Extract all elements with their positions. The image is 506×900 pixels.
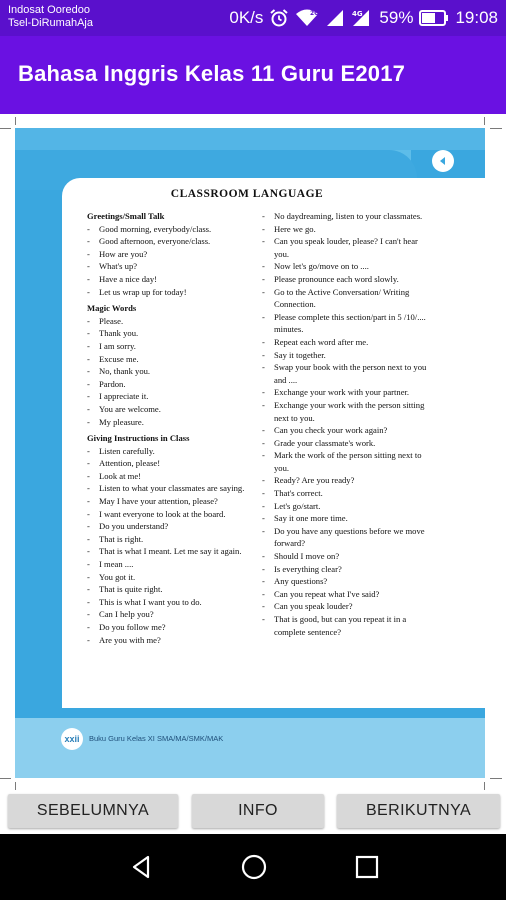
list-item: - Do you follow me? (87, 621, 259, 634)
crop-mark (15, 117, 16, 125)
wifi-icon (295, 8, 319, 28)
page-nav-button[interactable] (432, 150, 454, 172)
battery-percent: 59% (379, 8, 414, 27)
list-item: - Should I move on? (262, 550, 432, 563)
list-item: - Listen carefully. (87, 445, 259, 458)
button-row (0, 794, 506, 834)
recents-icon[interactable] (355, 854, 379, 885)
list-item: - I am sorry. (87, 340, 259, 353)
list-item: - That is what I meant. Let me say it again. (87, 545, 259, 558)
right-column (262, 210, 432, 638)
list-item: - I want everyone to look at the board. (87, 508, 259, 521)
list-item: - You are welcome. (87, 403, 259, 416)
list-item: - What's up? (87, 260, 259, 273)
crop-mark (490, 128, 502, 129)
page-footer-band (15, 714, 485, 778)
status-icons (229, 6, 498, 30)
network-speed: 0K/s (229, 8, 264, 27)
arrow-left-icon (436, 154, 450, 168)
crop-mark (0, 778, 11, 779)
list-item: - Have a nice day! (87, 273, 259, 286)
list-item: - Please pronounce each word slowly. (262, 273, 432, 286)
list-item: - May I have your attention, please? (87, 495, 259, 508)
list-item: - No daydreaming, listen to your classmates. (262, 210, 432, 223)
svg-text:2G: 2G (310, 10, 320, 17)
crop-mark (0, 128, 11, 129)
list-item: - Ready? Are you ready? (262, 474, 432, 487)
app-bar (0, 36, 506, 114)
list-item: - Let us wrap up for today! (87, 286, 259, 299)
list-item: - Is everything clear? (262, 563, 432, 576)
list-item: - Say it one more time. (262, 512, 432, 525)
page-footer-line (15, 714, 485, 718)
list-item: - Pardon. (87, 378, 259, 391)
info-button[interactable]: INFO (192, 794, 324, 828)
list-item: - That is good, but can you repeat it in a complete sentence? (262, 613, 432, 638)
list-item: - No, thank you. (87, 365, 259, 378)
list-item: - Do you understand? (87, 520, 259, 533)
list-item: - Can you speak louder, please? I can't hear you. (262, 235, 432, 260)
page-content (62, 178, 485, 708)
app-title: Bahasa Inggris Kelas 11 Guru E2017 (18, 61, 406, 86)
list-item: - Grade your classmate's work. (262, 437, 432, 450)
section-heading: Greetings/Small Talk (87, 211, 165, 221)
list-item: - Thank you. (87, 327, 259, 340)
list-item: - Listen to what your classmates are saying. (87, 482, 259, 495)
list-item: - I appreciate it. (87, 390, 259, 403)
left-column (87, 210, 259, 646)
list-item: - Mark the work of the person sitting next to you. (262, 449, 432, 474)
signal-4g-icon (351, 8, 373, 28)
list-item: - Say it together. (262, 349, 432, 362)
list-item: - Repeat each word after me. (262, 336, 432, 349)
list-item: - That is right. (87, 533, 259, 546)
list-item: - Can you repeat what I've said? (262, 588, 432, 601)
clock-time: 19:08 (455, 8, 498, 27)
list-item: - Excuse me. (87, 353, 259, 366)
list-item: - Look at me! (87, 470, 259, 483)
list-item: - Any questions? (262, 575, 432, 588)
system-nav-bar (0, 834, 506, 900)
list-item: - You got it. (87, 571, 259, 584)
list-item: - Attention, please! (87, 457, 259, 470)
list-item: - Can you speak louder? (262, 600, 432, 613)
page-number-badge: xxii (61, 728, 83, 750)
list-item: - Do you have any questions before we move forward? (262, 525, 432, 550)
list-item: - Can you check your work again? (262, 424, 432, 437)
section-heading: Magic Words (87, 303, 137, 314)
svg-text:4G: 4G (352, 10, 364, 18)
page-header-band (15, 128, 485, 150)
crop-mark (484, 117, 485, 125)
home-icon[interactable] (240, 854, 268, 885)
list-item: - This is what I want you to do. (87, 596, 259, 609)
previous-button[interactable]: SEBELUMNYA (8, 794, 178, 828)
list-item: - That's correct. (262, 487, 432, 500)
crop-mark (484, 782, 485, 790)
alarm-icon (269, 8, 289, 28)
page-title: CLASSROOM LANGUAGE (170, 188, 324, 200)
next-button[interactable]: BERIKUTNYA (337, 794, 500, 828)
book-footer-text: Buku Guru Kelas XI SMA/MA/SMK/MAK (89, 734, 224, 743)
crop-mark (490, 778, 502, 779)
list-item: - Are you with me? (87, 634, 259, 647)
crop-mark (15, 782, 16, 790)
list-item: - Go to the Active Conversation/ Writing Connection. (262, 286, 432, 311)
battery-icon (419, 10, 449, 26)
list-item: - I mean .... (87, 558, 259, 571)
list-item: - Let's go/start. (262, 500, 432, 513)
list-item: - My pleasure. (87, 416, 259, 429)
signal-2g-icon (325, 8, 345, 28)
carrier-name-2: Tsel-DiRumahAja (8, 17, 93, 29)
back-icon[interactable] (128, 854, 154, 885)
list-item: - Exchange your work with the person sitting next to you. (262, 399, 432, 424)
carrier-name-1: Indosat Ooredoo (8, 4, 90, 16)
list-item: - Here we go. (262, 223, 432, 236)
list-item: - That is quite right. (87, 583, 259, 596)
list-item: - Swap your book with the person next to you and .... (262, 361, 432, 386)
list-item: - Can I help you? (87, 608, 259, 621)
status-bar (0, 0, 506, 36)
list-item: - Exchange your work with your partner. (262, 386, 432, 399)
section-heading: Giving Instructions in Class (87, 433, 190, 444)
list-item: - Good afternoon, everyone/class. (87, 235, 259, 248)
list-item: - Now let's go/move on to .... (262, 260, 432, 273)
carrier-info (8, 4, 93, 30)
book-page (15, 128, 485, 778)
list-item: - Please. (87, 315, 259, 328)
list-item: - How are you? (87, 248, 259, 261)
list-item: - Good morning, everybody/class. (87, 223, 259, 236)
list-item: - Please complete this section/part in 5 /10/.... minutes. (262, 311, 432, 336)
